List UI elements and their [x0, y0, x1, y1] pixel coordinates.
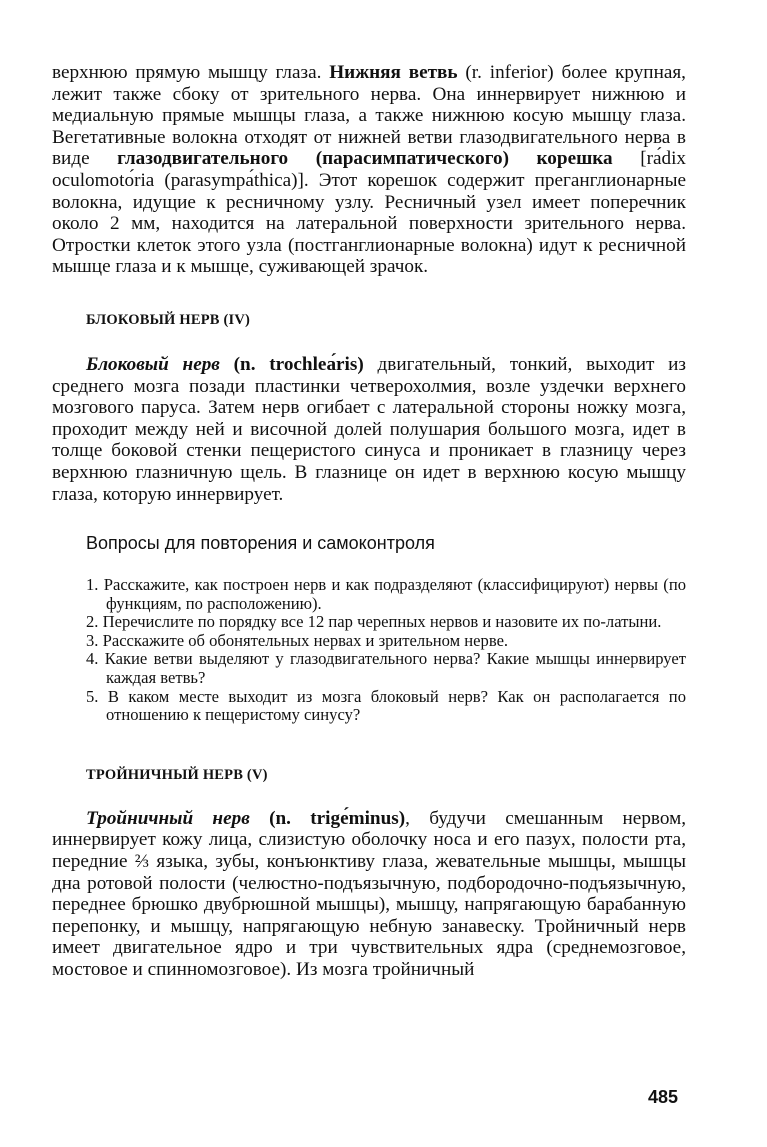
text-run: двигательный, тонкий, выходит из среднего мозга позади пластинки четверохолмия, возле уздечки верхнего мозгового паруса. Затем нерв огибает с латеральной стороны ножку мозга, проходит между ней и височной долей полушария большого мозга, идет в толще боковой стенки пещеристого синуса и проникает в глазницу через верхнюю глазничную щель. В глазнице он идет в верхнюю косую мышцу глаза, которую иннервирует.	[52, 353, 687, 505]
bold-term: глазодвигательного (парасимпатического) корешка	[117, 148, 613, 170]
paragraph-trigeminal	[52, 808, 686, 981]
page-number: 485	[648, 1087, 679, 1107]
section-heading-trigeminal: ТРОЙНИЧНЫЙ НЕРВ (V)	[86, 766, 268, 783]
bold-italic-term: Блоковый нерв	[86, 353, 220, 375]
question-item: 5. В каком месте выходит из мозга блоковый нерв? Как он располагается по отношению к пещеристому синусу?	[86, 686, 686, 725]
latin-term: (n. trochleа́ris)	[219, 353, 364, 375]
question-item: 4. Какие ветви выделяют у глазодвигательного нерва? Какие мышцы иннервирует каждая ветвь?	[86, 649, 686, 688]
text-run: (r. inferior) более крупная, лежит также сбоку от зрительного нерва. Она иннервирует нижнюю и медиальную прямые мышцы глаза, а также нижнюю косую мышцу глаза. Вегетативные волокна отходят от нижней ветви глазодвигательного нерва в виде	[52, 62, 686, 170]
bold-italic-term: Тройничный нерв	[86, 807, 250, 829]
questions-list	[52, 576, 686, 725]
paragraph-trochlear	[52, 354, 686, 505]
text-run: верхнюю прямую мышцу глаза.	[52, 62, 330, 83]
page-content	[52, 62, 686, 981]
question-item: 3. Расскажите об обонятельных нервах и зрительном нерве.	[86, 630, 509, 650]
paragraph-oculomotor-branch	[52, 62, 686, 278]
section-heading-trochlear: БЛОКОВЫЙ НЕРВ (IV)	[86, 311, 251, 328]
question-item: 1. Расскажите, как построен нерв и как подразделяют (классифицируют) нервы (по функциям, по расположению).	[86, 575, 686, 613]
latin-term: (n. trigе́minus)	[249, 807, 406, 829]
question-item: 2. Перечислите по порядку все 12 пар черепных нервов и назовите их по-латыни.	[86, 612, 662, 632]
bold-term: Нижняя ветвь	[329, 62, 458, 83]
text-run: , будучи смешанным нервом, иннервирует кожу лица, слизистую оболочку носа и его пазух, полости рта, передние ⅔ языка, зубы, конъюнктиву глаза, жевательные мышцы, мышцы дна ротовой полости (челюстно-подъязычную, подбородочно-подъязычную, переднее брюшко двубрюшной мышцы), мышцу, напрягающую барабанную перепонку, и мышцу, напрягающую небную занавеску. Тройничный нерв имеет двигательное ядро и три чувствительных ядра (среднемозговое, мостовое и спинномозговое). Из мозга тройничный	[52, 807, 687, 980]
text-run: [rа́dix oculomotо́ria (parasympа́thica)]. Этот корешок содержит преганглионарные волокна, идущие к ресничному узлу. Ресничный узел имеет поперечник около 2 мм, находится на латеральной поверхности зрительного нерва. Отростки клеток этого узла (постганглионарные волокна) идут к ресничной мышце глаза и к мышце, суживающей зрачок.	[52, 148, 687, 278]
questions-heading: Вопросы для повторения и самоконтроля	[86, 533, 435, 554]
